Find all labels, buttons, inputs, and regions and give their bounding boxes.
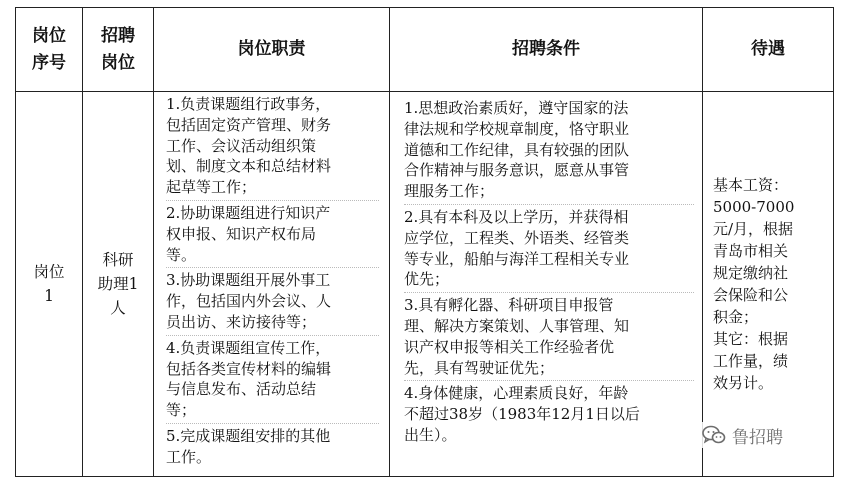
- header-requirements: 招聘条件: [390, 8, 703, 92]
- header-serial: 岗位 序号: [16, 8, 83, 92]
- requirement-item: 1.思想政治素质好，遵守国家的法 律法规和学校规章制度，恪守职业 道德和工作纪律，具有较强的团队 合作精神与服务意识，愿意从事管 理服务工作；: [404, 99, 630, 201]
- cell-requirements: [390, 92, 703, 477]
- wechat-icon: [702, 425, 726, 445]
- duty-item: 4.负责课题组宣传工作， 包括各类宣传材料的编辑 与信息发布、活动总结 等；: [166, 338, 332, 420]
- duty-item: 2.协助课题组进行知识产 权申报、知识产权布局 等。: [166, 203, 331, 264]
- job-table: [15, 7, 834, 477]
- header-position: 招聘 岗位: [83, 8, 154, 92]
- table-header-row: [16, 8, 834, 92]
- requirement-item: 4.身体健康，心理素质良好，年龄 不超过38岁（1983年12月1日以后 出生）。: [404, 384, 640, 444]
- requirement-item: 3.具有孵化器、科研项目申报管 理、解决方案策划、人事管理、知 识产权申报等相关工作经验者优 先，具有驾驶证优先；: [404, 296, 630, 377]
- watermark: [698, 422, 787, 448]
- cell-position: 科研 助理1 人: [83, 92, 154, 477]
- table-row: [16, 92, 834, 477]
- cell-duties: [154, 92, 390, 477]
- header-duties: 岗位职责: [154, 8, 390, 92]
- cell-pay: 基本工资： 5000-7000 元/月，根据 青岛市相关 规定缴纳社 会保险和公 积金； 其它：根据 工作量，绩 效另计。: [703, 92, 834, 477]
- cell-serial: 岗位 1: [16, 92, 83, 477]
- header-pay: 待遇: [703, 8, 834, 92]
- duty-item: 3.协助课题组开展外事工 作，包括国内外会议、人 员出访、来访接待等；: [166, 271, 332, 331]
- requirement-item: 2.具有本科及以上学历，并获得相 应学位，工程类、外语类、经管类 等专业，船舶与海洋工程相关专业 优先；: [404, 207, 630, 289]
- duty-item: 5.完成课题组安排的其他 工作。: [166, 426, 331, 466]
- duty-item: 1.负责课题组行政事务， 包括固定资产管理、财务 工作、会议活动组织策 划、制度文本和总结材料 起草等工作；: [166, 95, 332, 197]
- watermark-text: 鲁招聘: [732, 427, 783, 448]
